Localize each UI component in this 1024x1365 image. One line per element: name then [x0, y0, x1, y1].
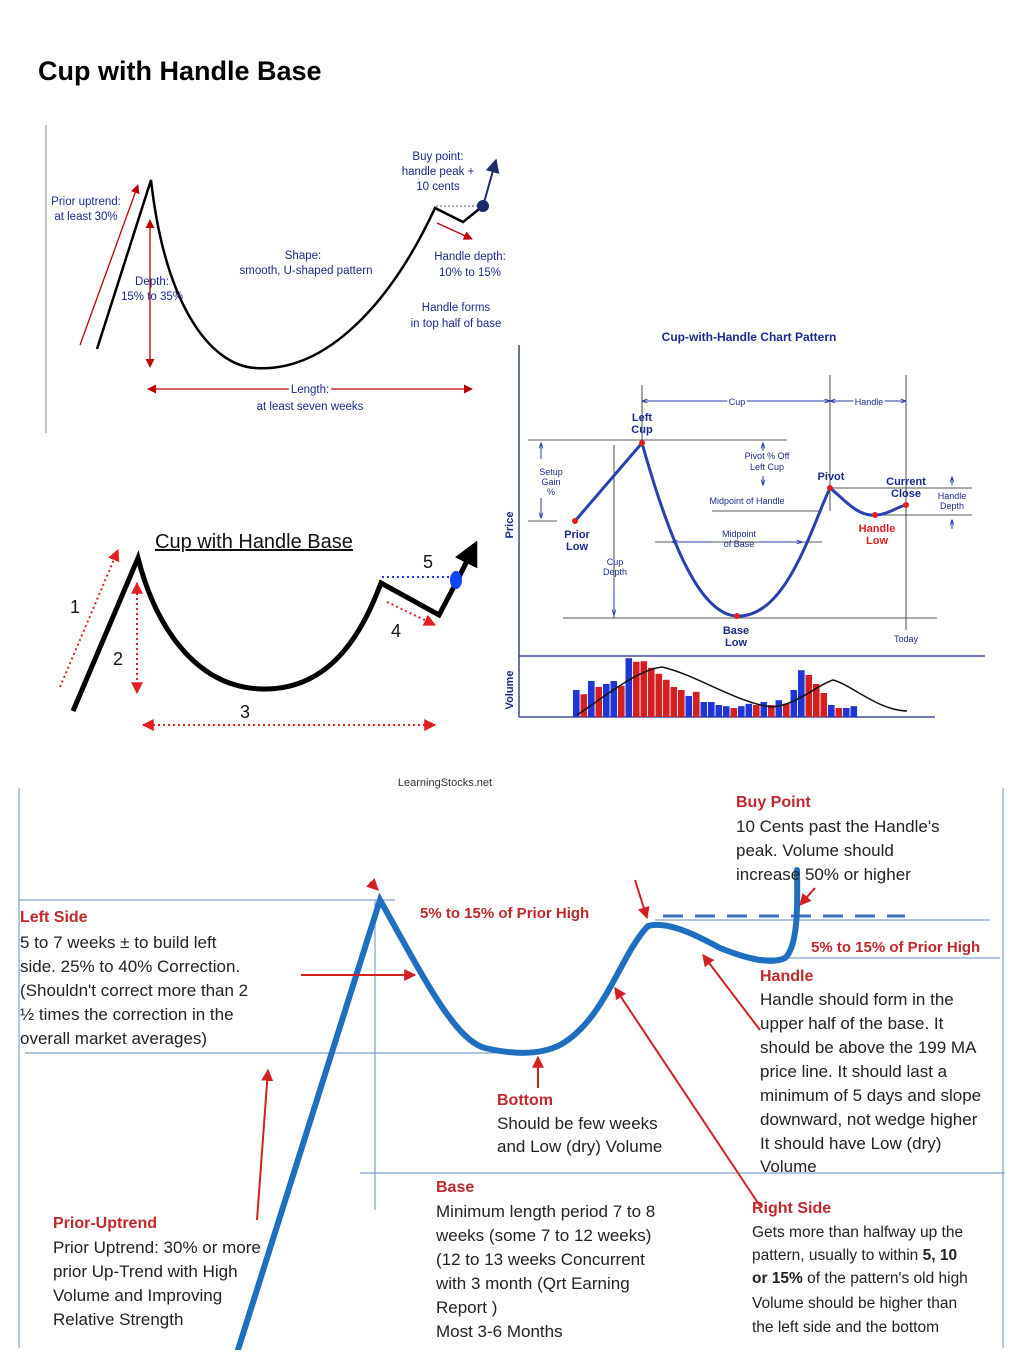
diagram-annotated-cup — [15, 770, 1010, 1350]
midpoint-base-label: Midpoint — [721, 529, 757, 539]
svg-text:Close: Close — [891, 488, 921, 500]
marker-3: 3 — [239, 702, 251, 722]
svg-text:at least seven weeks: at least seven weeks — [256, 401, 364, 413]
svg-text:overall market averages): overall market averages) — [20, 1029, 208, 1048]
prior-low-point — [572, 518, 578, 524]
svg-text:Prior Uptrend: 30% or more: Prior Uptrend: 30% or more — [53, 1238, 261, 1257]
svg-text:(12 to 13 weeks Concurrent: (12 to 13 weeks Concurrent — [436, 1250, 645, 1269]
prior-low-label: Prior — [564, 529, 590, 541]
svg-text:Volume: Volume — [760, 1157, 817, 1176]
svg-text:Minimum length period 7 to 8: Minimum length period 7 to 8 — [436, 1202, 656, 1221]
svg-text:and Low (dry) Volume: and Low (dry) Volume — [497, 1137, 663, 1156]
diagram-cup-handle-basic — [40, 125, 530, 435]
buy-point-dot — [477, 200, 489, 212]
volume-bar — [776, 700, 783, 717]
svg-text:downward, not wedge higher: downward, not wedge higher — [760, 1110, 978, 1129]
svg-text:Relative Strength: Relative Strength — [53, 1310, 184, 1329]
svg-text:the left side and the bottom: the left side and the bottom — [752, 1319, 939, 1336]
svg-text:Gets more than halfway up the: Gets more than halfway up the — [752, 1224, 964, 1241]
svg-text:10 cents: 10 cents — [416, 181, 460, 193]
svg-text:Should be few weeks: Should be few weeks — [497, 1114, 658, 1133]
chart-pattern-title: Cup-with-Handle Chart Pattern — [661, 330, 837, 344]
length-label: Length: — [290, 384, 330, 396]
current-close-label: Current — [886, 476, 926, 488]
svg-text:%: % — [546, 487, 556, 497]
volume-bar — [626, 658, 633, 717]
svg-text:Handle should form in the: Handle should form in the — [760, 990, 954, 1009]
volume-bar — [731, 708, 738, 717]
svg-text:Depth: Depth — [939, 501, 965, 511]
svg-text:15% to 35%: 15% to 35% — [120, 291, 184, 303]
volume-bar — [791, 690, 798, 717]
svg-text:Low: Low — [866, 535, 888, 547]
pivot-point — [827, 485, 833, 491]
svg-text:with 3 month (Qrt Earning: with 3 month (Qrt Earning — [436, 1274, 630, 1293]
source-label: LearningStocks.net — [397, 777, 493, 789]
right-side-line2: pattern, usually to within 5, 10 — [752, 1247, 958, 1264]
svg-text:½ times the correction in the: ½ times the correction in the — [20, 1005, 234, 1024]
svg-text:5 to 7 weeks ± to build left: 5 to 7 weeks ± to build left — [20, 933, 217, 952]
buy-point-heading: Buy Point — [736, 794, 811, 811]
base-low-label: Base — [722, 625, 750, 637]
uptrend-dotted-arrow — [60, 550, 118, 687]
svg-text:in top half of base: in top half of base — [410, 318, 502, 330]
shape-label: Shape: — [284, 250, 322, 262]
today-label: Today — [893, 634, 919, 644]
svg-text:It should have Low (dry): It should have Low (dry) — [760, 1134, 942, 1153]
handle-forms-label: Handle forms — [421, 302, 491, 314]
marker-2: 2 — [112, 649, 124, 669]
base-low-point — [734, 613, 740, 619]
volume-bar — [783, 704, 790, 717]
svg-text:handle peak +: handle peak + — [401, 166, 475, 178]
numbered-diagram-title: Cup with Handle Base — [155, 531, 353, 553]
left-side-heading: Left Side — [20, 909, 88, 926]
marker-4: 4 — [390, 621, 402, 641]
svg-text:10 Cents past the Handle's: 10 Cents past the Handle's — [736, 817, 940, 836]
bottom-heading: Bottom — [497, 1092, 553, 1109]
svg-text:increase 50% or higher: increase 50% or higher — [736, 865, 911, 884]
volume-bar — [618, 686, 625, 717]
left-cup-label: Left — [631, 412, 653, 424]
svg-text:Left Cup: Left Cup — [749, 462, 785, 472]
svg-text:Report ): Report ) — [436, 1298, 498, 1317]
volume-bar — [738, 706, 745, 717]
svg-text:Gain: Gain — [541, 477, 561, 487]
svg-text:Most 3-6 Months: Most 3-6 Months — [436, 1322, 563, 1341]
volume-bar — [581, 694, 588, 717]
page-title: Cup with Handle Base — [38, 56, 322, 86]
volume-bar — [851, 706, 858, 717]
volume-bar — [701, 702, 708, 717]
volume-bar — [641, 661, 648, 717]
svg-text:Volume and Improving: Volume and Improving — [53, 1286, 223, 1305]
base-heading: Base — [436, 1179, 475, 1196]
volume-bar — [588, 681, 595, 717]
diagram-numbered-cup — [45, 515, 495, 740]
svg-text:Low: Low — [725, 637, 747, 649]
pivot-label: Pivot — [817, 471, 845, 483]
volume-bar — [746, 704, 753, 717]
volume-bar — [603, 684, 610, 717]
svg-text:prior Up-Trend with High: prior Up-Trend with High — [53, 1262, 238, 1281]
volume-bar — [671, 687, 678, 717]
prior-uptrend-label: Prior uptrend: — [51, 196, 121, 208]
volume-bar — [573, 690, 580, 717]
svg-text:should be above the 199 MA: should be above the 199 MA — [760, 1038, 977, 1057]
handle-heading: Handle — [760, 968, 814, 985]
volume-bar — [686, 696, 693, 717]
pct-prior-high-right: 5% to 15% of Prior High — [811, 939, 981, 956]
right-side-heading: Right Side — [752, 1200, 832, 1217]
volume-bar — [723, 706, 730, 717]
svg-text:smooth, U-shaped pattern: smooth, U-shaped pattern — [239, 265, 373, 277]
volume-bar — [678, 690, 685, 717]
svg-text:at least 30%: at least 30% — [54, 211, 118, 223]
handle-depth-label: Handle — [937, 491, 967, 501]
svg-text:of Base: of Base — [723, 539, 755, 549]
price-axis-label: Price — [504, 511, 516, 539]
volume-bar — [648, 668, 655, 717]
marker-5: 5 — [422, 552, 434, 572]
pivot-off-label: Pivot % Off — [744, 451, 790, 461]
current-close-point — [903, 502, 909, 508]
volume-bar — [611, 681, 618, 717]
handle-depth-arrow — [437, 223, 472, 239]
volume-bar — [663, 680, 670, 717]
volume-bar — [693, 692, 700, 717]
setup-gain-label: Setup — [539, 467, 563, 477]
svg-text:Low: Low — [566, 541, 588, 553]
svg-text:Cup: Cup — [631, 424, 653, 436]
volume-bar — [753, 705, 760, 717]
pivot-dot — [450, 571, 462, 589]
volume-bar — [821, 693, 828, 717]
breakout-arrow — [483, 160, 496, 206]
volume-bar — [716, 705, 723, 717]
svg-text:10% to 15%: 10% to 15% — [438, 267, 502, 279]
volume-bar — [761, 702, 768, 717]
buy-point-label: Buy point: — [412, 151, 464, 163]
diagram-chart-pattern — [497, 325, 1002, 725]
pct-prior-high-left: 5% to 15% of Prior High — [420, 905, 590, 922]
right-side-line3: or 15% of the pattern's old high — [752, 1270, 968, 1287]
depth-label: Depth: — [135, 276, 169, 288]
svg-text:(Shouldn't correct more than 2: (Shouldn't correct more than 2 — [20, 981, 249, 1000]
svg-text:Volume should be higher than: Volume should be higher than — [752, 1295, 958, 1312]
marker-1: 1 — [69, 597, 81, 617]
volume-bar — [656, 674, 663, 717]
svg-text:weeks (some 7 to 12 weeks): weeks (some 7 to 12 weeks) — [436, 1226, 652, 1245]
svg-text:peak. Volume should: peak. Volume should — [736, 841, 894, 860]
svg-text:price line. It should last a: price line. It should last a — [760, 1062, 948, 1081]
cup-label: Cup — [728, 397, 746, 407]
prior-uptrend-arrow — [80, 185, 138, 345]
volume-bar — [828, 705, 835, 717]
volume-bar — [806, 675, 813, 717]
volume-bar — [633, 662, 640, 717]
svg-text:Depth: Depth — [602, 567, 628, 577]
prior-uptrend-heading: Prior-Uptrend — [53, 1215, 157, 1232]
svg-text:side. 25% to 40% Correction.: side. 25% to 40% Correction. — [20, 957, 241, 976]
volume-bar — [708, 702, 715, 717]
svg-text:minimum of 5 days and slope: minimum of 5 days and slope — [760, 1086, 982, 1105]
left-cup-point — [639, 440, 645, 446]
volume-bar — [836, 708, 843, 717]
volume-axis-label: Volume — [504, 670, 516, 710]
handle-low-label: Handle — [858, 523, 896, 535]
cup-depth-label: Cup — [606, 557, 624, 567]
volume-bar — [843, 708, 850, 717]
midpoint-handle-label: Midpoint of Handle — [709, 496, 785, 506]
handle-depth-label: Handle depth: — [434, 251, 506, 263]
svg-text:upper half of the base. It: upper half of the base. It — [760, 1014, 944, 1033]
handle-span-label: Handle — [854, 397, 884, 407]
volume-bar — [798, 670, 805, 717]
handle-low-point — [872, 512, 878, 518]
